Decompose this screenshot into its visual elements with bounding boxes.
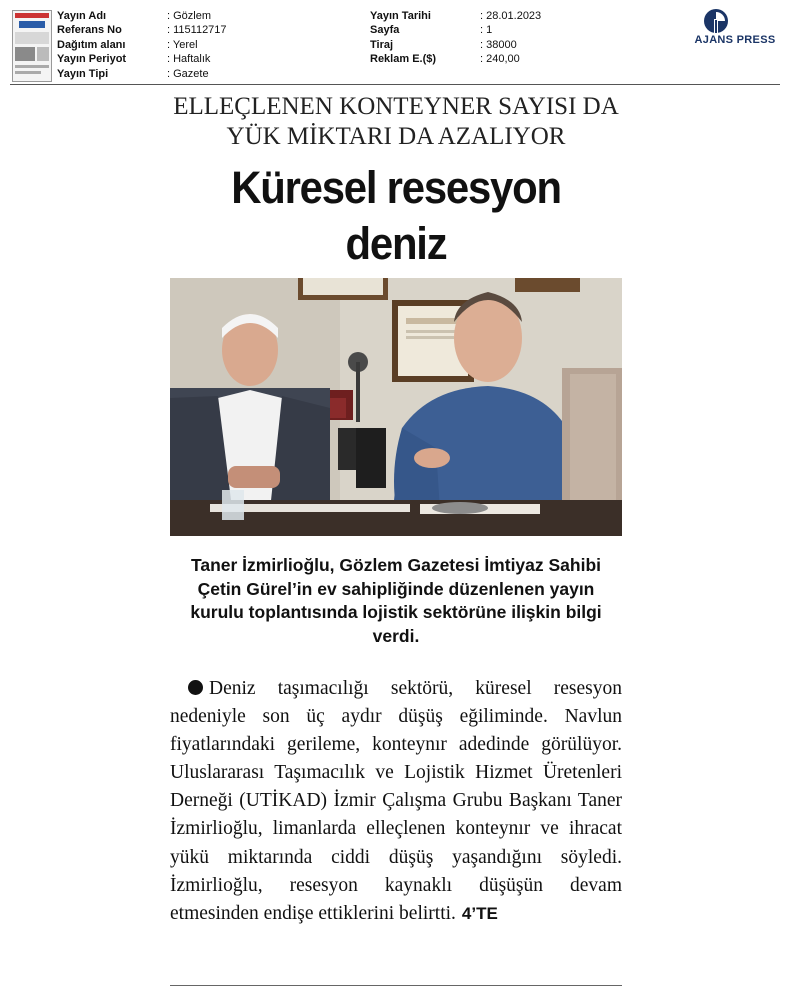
publication-meta-left xyxy=(57,9,227,81)
logo-text: AJANS PRESS xyxy=(694,34,776,46)
bullet-icon xyxy=(188,680,203,695)
ajans-press-logo-icon xyxy=(703,8,729,34)
meta-row xyxy=(57,9,227,23)
meta-key: Yayın Tarihi xyxy=(370,10,431,22)
article-photo xyxy=(170,278,622,536)
bottom-divider xyxy=(170,985,622,986)
meta-key: Yayın Adı xyxy=(57,10,107,22)
meta-row xyxy=(57,38,227,52)
meta-value: : Yerel xyxy=(167,38,198,51)
meta-value: : Gazete xyxy=(167,67,209,80)
photo-caption: Taner İzmirlioğlu, Gözlem Gazetesi İmtiyaz Sahibi Çetin Gürel’in ev sahipliğinde düzenlenen yayın kurulu toplantısında lojistik sektörüne ilişkin bilgi verdi. xyxy=(190,555,602,646)
header-divider xyxy=(10,84,780,85)
meeting-photo-illustration xyxy=(170,278,622,536)
meta-key: Yayın Periyot xyxy=(57,53,127,66)
meta-value: : Gözlem xyxy=(167,10,212,22)
meta-row xyxy=(57,52,227,66)
meta-key: Referans No xyxy=(57,24,122,37)
meta-key: Dağıtım alanı xyxy=(57,38,126,51)
continued-on-page: 4’TE xyxy=(461,903,498,923)
kicker-line: ELLEÇLENEN KONTEYNER SAYISI DA xyxy=(173,93,619,120)
meta-value: : 38000 xyxy=(480,38,517,51)
newspaper-thumbnail xyxy=(12,10,52,82)
publication-meta-right xyxy=(370,9,541,67)
headline-line: Küresel resesyon deniz xyxy=(231,162,561,269)
ajans-press-logo xyxy=(690,8,780,48)
meta-key: Tiraj xyxy=(370,38,394,51)
meta-value: : 115112717 xyxy=(167,24,227,37)
meta-row xyxy=(370,23,541,37)
article-kicker xyxy=(170,92,622,152)
meta-row xyxy=(57,67,227,81)
meta-key: Yayın Tipi xyxy=(57,67,109,80)
meta-key: Sayfa xyxy=(370,24,400,37)
meta-value: : 28.01.2023 xyxy=(480,10,542,22)
kicker-line: YÜK MİKTARI DA AZALIYOR xyxy=(226,123,566,150)
clipping-header xyxy=(0,0,789,86)
article-body xyxy=(170,675,622,928)
meta-key: Reklam E.($) xyxy=(370,53,437,66)
meta-row xyxy=(57,23,227,37)
meta-row xyxy=(370,38,541,52)
meta-value: : Haftalık xyxy=(167,53,211,66)
body-paragraph: Deniz taşımacılığı sektörü, küresel resesyon nedeniyle son üç aydır düşüş eğiliminde. Navlun fiyatlarındaki gerileme, konteynır adedinde görülüyor. Uluslararası Taşımacılık ve Lojistik Hizmet Üretenleri Derneği (UTİKAD) İzmir Çalışma Grubu Başkanı Taner İzmirlioğlu, limanlarda elleçlenen konteynır ve ihracat yükü miktarında ciddi düşüş yaşandığını söyledi. İzmirlioğlu, resesyon kaynaklı düşüşün devam etmesinden endişe ettiklerini belirtti. xyxy=(170,678,622,924)
meta-row xyxy=(370,9,541,23)
meta-value: : 1 xyxy=(480,24,493,37)
meta-value: : 240,00 xyxy=(480,53,520,66)
meta-row xyxy=(370,52,541,66)
